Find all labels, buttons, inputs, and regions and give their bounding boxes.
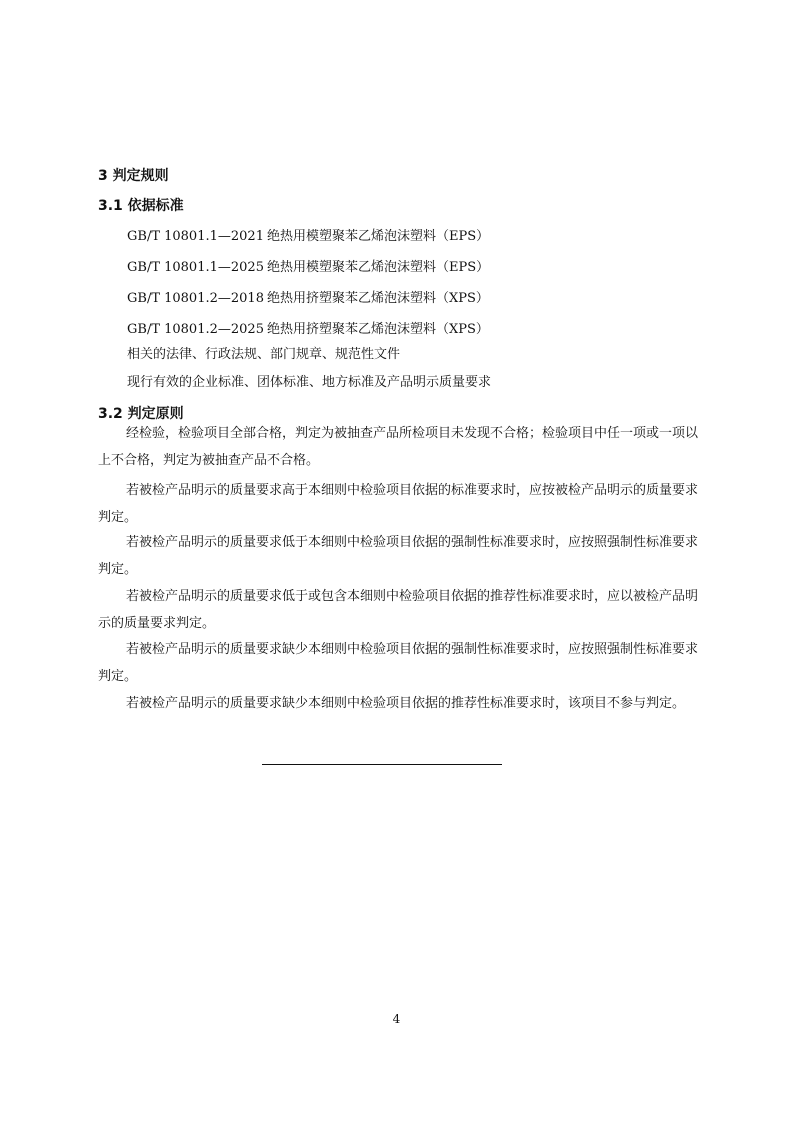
principle-paragraph: 若被检产品明示的质量要求缺少本细则中检验项目依据的推荐性标准要求时，该项目不参与判定。 (126, 696, 686, 711)
standard-code: GB/T 10801.2—2025 (127, 322, 264, 337)
subsection-heading-principles: 3.2 判定原则 (98, 406, 184, 422)
principle-paragraph: 若被检产品明示的质量要求低于或包含本细则中检验项目依据的推荐性标准要求时，应以被检产品明示的质量要求判定。 (98, 589, 699, 631)
standard-line (127, 287, 489, 306)
standard-name: 绝热用模塑聚苯乙烯泡沫塑料（EPS） (267, 260, 490, 275)
basis-other-standards: 现行有效的企业标准、团体标准、地方标准及产品明示质量要求 (127, 375, 492, 390)
section-heading: 3 判定规则 (98, 168, 169, 184)
principle-paragraph: 若被检产品明示的质量要求高于本细则中检验项目依据的标准要求时，应按被检产品明示的质量要求判定。 (98, 483, 699, 525)
page-number: 4 (392, 1012, 401, 1026)
principle-paragraph: 经检验，检验项目全部合格，判定为被抽查产品所检项目未发现不合格；检验项目中任一项或一项以上不合格，判定为被抽查产品不合格。 (98, 426, 699, 468)
end-divider (262, 764, 502, 765)
principle-paragraph: 若被检产品明示的质量要求低于本细则中检验项目依据的强制性标准要求时，应按照强制性标准要求判定。 (98, 535, 699, 577)
standard-name: 绝热用挤塑聚苯乙烯泡沫塑料（XPS） (267, 322, 489, 337)
standard-line (127, 225, 489, 244)
standard-name: 绝热用模塑聚苯乙烯泡沫塑料（EPS） (267, 229, 490, 244)
principle-paragraph: 若被检产品明示的质量要求缺少本细则中检验项目依据的强制性标准要求时，应按照强制性标准要求判定。 (98, 642, 699, 684)
standard-line (127, 318, 489, 337)
basis-other-laws: 相关的法律、行政法规、部门规章、规范性文件 (127, 347, 401, 362)
standard-code: GB/T 10801.1—2025 (127, 260, 264, 275)
standard-name: 绝热用挤塑聚苯乙烯泡沫塑料（XPS） (267, 291, 489, 306)
subsection-heading-basis: 3.1 依据标准 (98, 198, 184, 214)
standard-code: GB/T 10801.1—2021 (127, 229, 264, 244)
standard-code: GB/T 10801.2—2018 (127, 291, 264, 306)
standard-line (127, 256, 489, 275)
